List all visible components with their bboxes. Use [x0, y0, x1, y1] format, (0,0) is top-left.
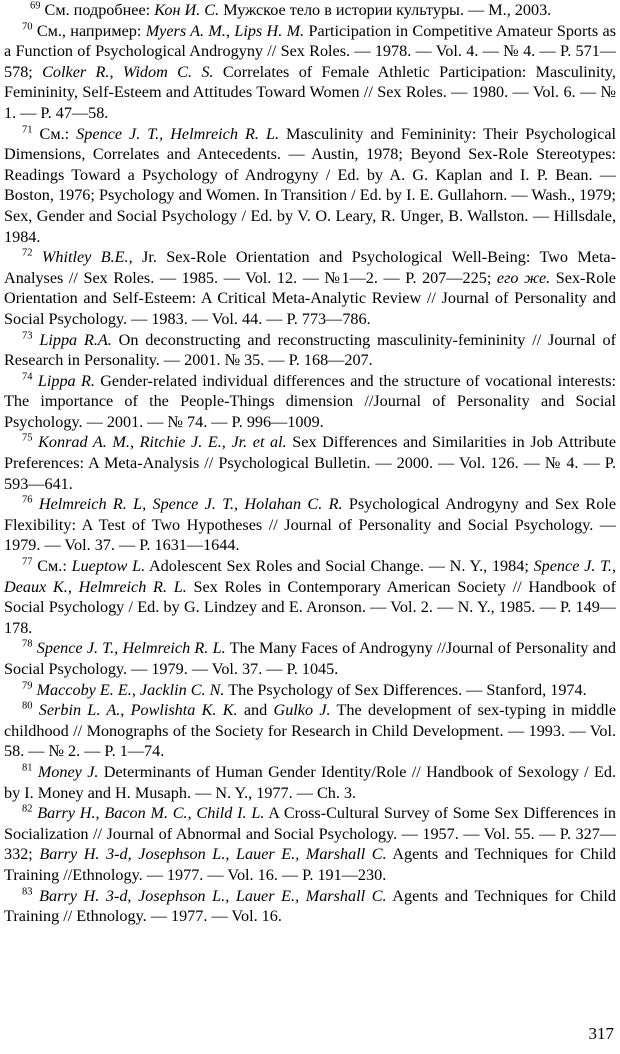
- footnote-80: [4, 700, 616, 762]
- footnote-78: [4, 638, 616, 679]
- citation-text: Sex Differences and Similarities in Job Attribute Preferences: A Meta-Analysis // Psychological Bulletin. — 2000. — Vol. 126. — № 4. — P. 593—641.: [4, 433, 617, 493]
- footnote-69: [4, 0, 616, 21]
- author-citation: Lippa R.: [37, 371, 95, 390]
- author-citation: Konrad A. M., Ritchie J. E., Jr. et al.: [38, 433, 287, 452]
- citation-text: Psychological Androgyny and Sex Role Flexibility: A Test of Two Hypotheses // Journal of Personality and Social Psychology. — 1979. — Vol. 37. — P. 1631—1644.: [4, 495, 617, 555]
- citation-text: and: [237, 701, 274, 720]
- author-citation: Spence J. T., Deaux K., Helmreich R. L.: [4, 557, 616, 596]
- citation-text: См.:: [39, 124, 77, 143]
- citation-text: A Cross-Cultural Survey of Some Sex Differences in Socialization // Journal of Abnormal and Social Psychology. — 1957. — Vol. 55. — P. 327—332;: [4, 804, 616, 864]
- footnote-72: [4, 247, 616, 329]
- citation-text: Jr. Sex-Role Orientation and Psychological Well-Being: Two Meta-Analyses // Sex Roles. — 1985. — Vol. 12. — №1—2. — P. 207—225;: [4, 248, 617, 287]
- citation-text: Gender-related individual differences and the structure of vocational interests: The importance of the People-Things dimension //Journal of Personality and Social Psychology. — 2001. — № 74. — P. 996—1009.: [4, 371, 617, 431]
- citation-text: The Many Faces of Androgyny //Journal of Personality and Social Psychology. — 1979. — Vol. 37. — P. 1045.: [4, 639, 616, 678]
- footnote-81: [4, 762, 616, 803]
- footnote-number: 70: [22, 21, 33, 33]
- citation-text: Masculinity and Femininity: Their Psychological Dimensions, Correlates and Antecedents. — Austin, 1978; Beyond Sex-Role Stereotypes: Readings Toward a Psychology of Androgyny / Ed. by A. G. Kaplan and I. P. Bean. — Boston, 1976; Psychology and Women. In Transition / Ed. by I. E. Gullahorn. — Wash., 1979; Sex, Gender and Social Psychology / Ed. by V. O. Leary, R. Unger, B. Wallston. — Hillsdale, 1984.: [4, 124, 617, 246]
- author-citation: Spence J. T., Helmreich R. L.: [36, 639, 226, 658]
- footnote-number: 75: [22, 433, 33, 445]
- author-citation: Barry H. 3-d, Josephson L., Lauer E., Marshall C.: [39, 845, 387, 864]
- author-citation: Lippa R.A.: [39, 330, 112, 349]
- footnote-number: 76: [22, 494, 33, 506]
- footnote-73: [4, 330, 616, 371]
- author-citation: Maccoby E. E., Jacklin C. N.: [36, 680, 225, 699]
- author-citation: Money J.: [37, 762, 99, 781]
- footnote-number: 83: [22, 886, 33, 898]
- footnote-76: [4, 494, 616, 556]
- author-citation: Кон И. С.: [154, 1, 220, 19]
- footnote-number: 81: [22, 762, 33, 774]
- citation-text: Determinants of Human Gender Identity/Role // Handbook of Sexology / Ed. by I. Money and H. Musaph. — N. Y., 1977. — Ch. 3.: [4, 762, 617, 802]
- author-citation: Whitley B.E.,: [41, 248, 133, 267]
- footnote-75: [4, 432, 616, 494]
- author-citation: Spence J. T., Helmreich R. L.: [76, 124, 280, 143]
- footnote-71: [4, 124, 616, 248]
- page-number: 317: [588, 1024, 614, 1043]
- citation-text: Sex Roles in Contemporary American Society // Handbook of Social Psychology / Ed. by G. Lindzey and E. Aronson. — Vol. 2. — N. Y., 1985. — P. 149—178.: [4, 577, 617, 637]
- citation-text: On deconstructing and reconstructing masculinity-femininity // Journal of Research in Personality. — 2001. № 35. — P. 168—207.: [4, 330, 617, 370]
- footnote-number: 77: [22, 556, 33, 568]
- footnote-number: 74: [22, 371, 33, 383]
- footnote-number: 69: [30, 0, 41, 12]
- citation-text: The development of sex-typing in middle childhood // Monographs of the Society for Research in Child Development. — 1993. — Vol. 58. — № 2. — P. 1—74.: [4, 701, 617, 761]
- footnote-74: [4, 371, 616, 433]
- footnote-82: [4, 803, 616, 885]
- citation-text: См.:: [37, 557, 72, 576]
- citation-text: См., например:: [36, 21, 146, 40]
- footnote-83: [4, 886, 616, 927]
- citation-text: Sex-Role Orientation and Self-Esteem: A Critical Meta-Analytic Review // Journal of Personality and Social Psychology. — 1983. — Vol. 44. — P. 773—786.: [4, 268, 616, 328]
- footnote-number: 78: [22, 639, 33, 651]
- author-citation: Gulko J.: [273, 701, 331, 720]
- author-citation: Barry H., Bacon M. C., Child I. L.: [37, 804, 265, 823]
- citation-text: Agents and Techniques for Child Training // Ethnology. — 1977. — Vol. 16.: [4, 886, 617, 926]
- author-citation: Colker R., Widom C. S.: [42, 62, 214, 81]
- author-citation: Myers A. M., Lips H. M.: [145, 21, 305, 40]
- author-citation: Lueptow L.: [71, 557, 146, 576]
- footnote-number: 82: [22, 803, 33, 815]
- author-citation: Barry H. 3-d, Josephson L., Lauer E., Marshall C.: [39, 886, 387, 905]
- footnote-70: [4, 21, 616, 124]
- citation-text: См. подробнее:: [44, 1, 155, 19]
- footnote-number: 72: [22, 247, 33, 259]
- footnote-number: 80: [22, 700, 33, 712]
- citation-text: Correlates of Female Athletic Participation: Masculinity, Femininity, Self-Esteem and Attitudes Toward Women // Sex Roles. — 1980. — Vol. 6. — № 1. — P. 47—58.: [4, 62, 616, 122]
- footnote-number: 73: [22, 330, 33, 342]
- footnotes-container: [4, 0, 616, 927]
- citation-text: Agents and Techniques for Child Training //Ethnology. — 1977. — Vol. 16. — P. 191—230.: [4, 845, 616, 884]
- footnote-79: [4, 680, 616, 701]
- citation-text: Мужское тело в истории культуры. — М., 2003.: [219, 1, 552, 19]
- author-citation: Helmreich R. L, Spence J. T., Holahan C. R.: [38, 495, 343, 514]
- citation-text: Participation in Competitive Amateur Sports as a Function of Psychological Androgyny // Sex Roles. — 1978. — Vol. 4. — № 4. — P. 571—578;: [4, 21, 617, 81]
- footnote-number: 71: [22, 124, 33, 136]
- author-citation: Serbin L. A., Powlishta K. K.: [38, 701, 238, 720]
- footnote-77: [4, 556, 616, 638]
- citation-text: The Psychology of Sex Differences. — Stanford, 1974.: [224, 680, 587, 699]
- citation-text: Adolescent Sex Roles and Social Change. — N. Y., 1984;: [145, 557, 534, 576]
- author-citation: его же.: [496, 268, 551, 287]
- footnote-number: 79: [22, 680, 33, 692]
